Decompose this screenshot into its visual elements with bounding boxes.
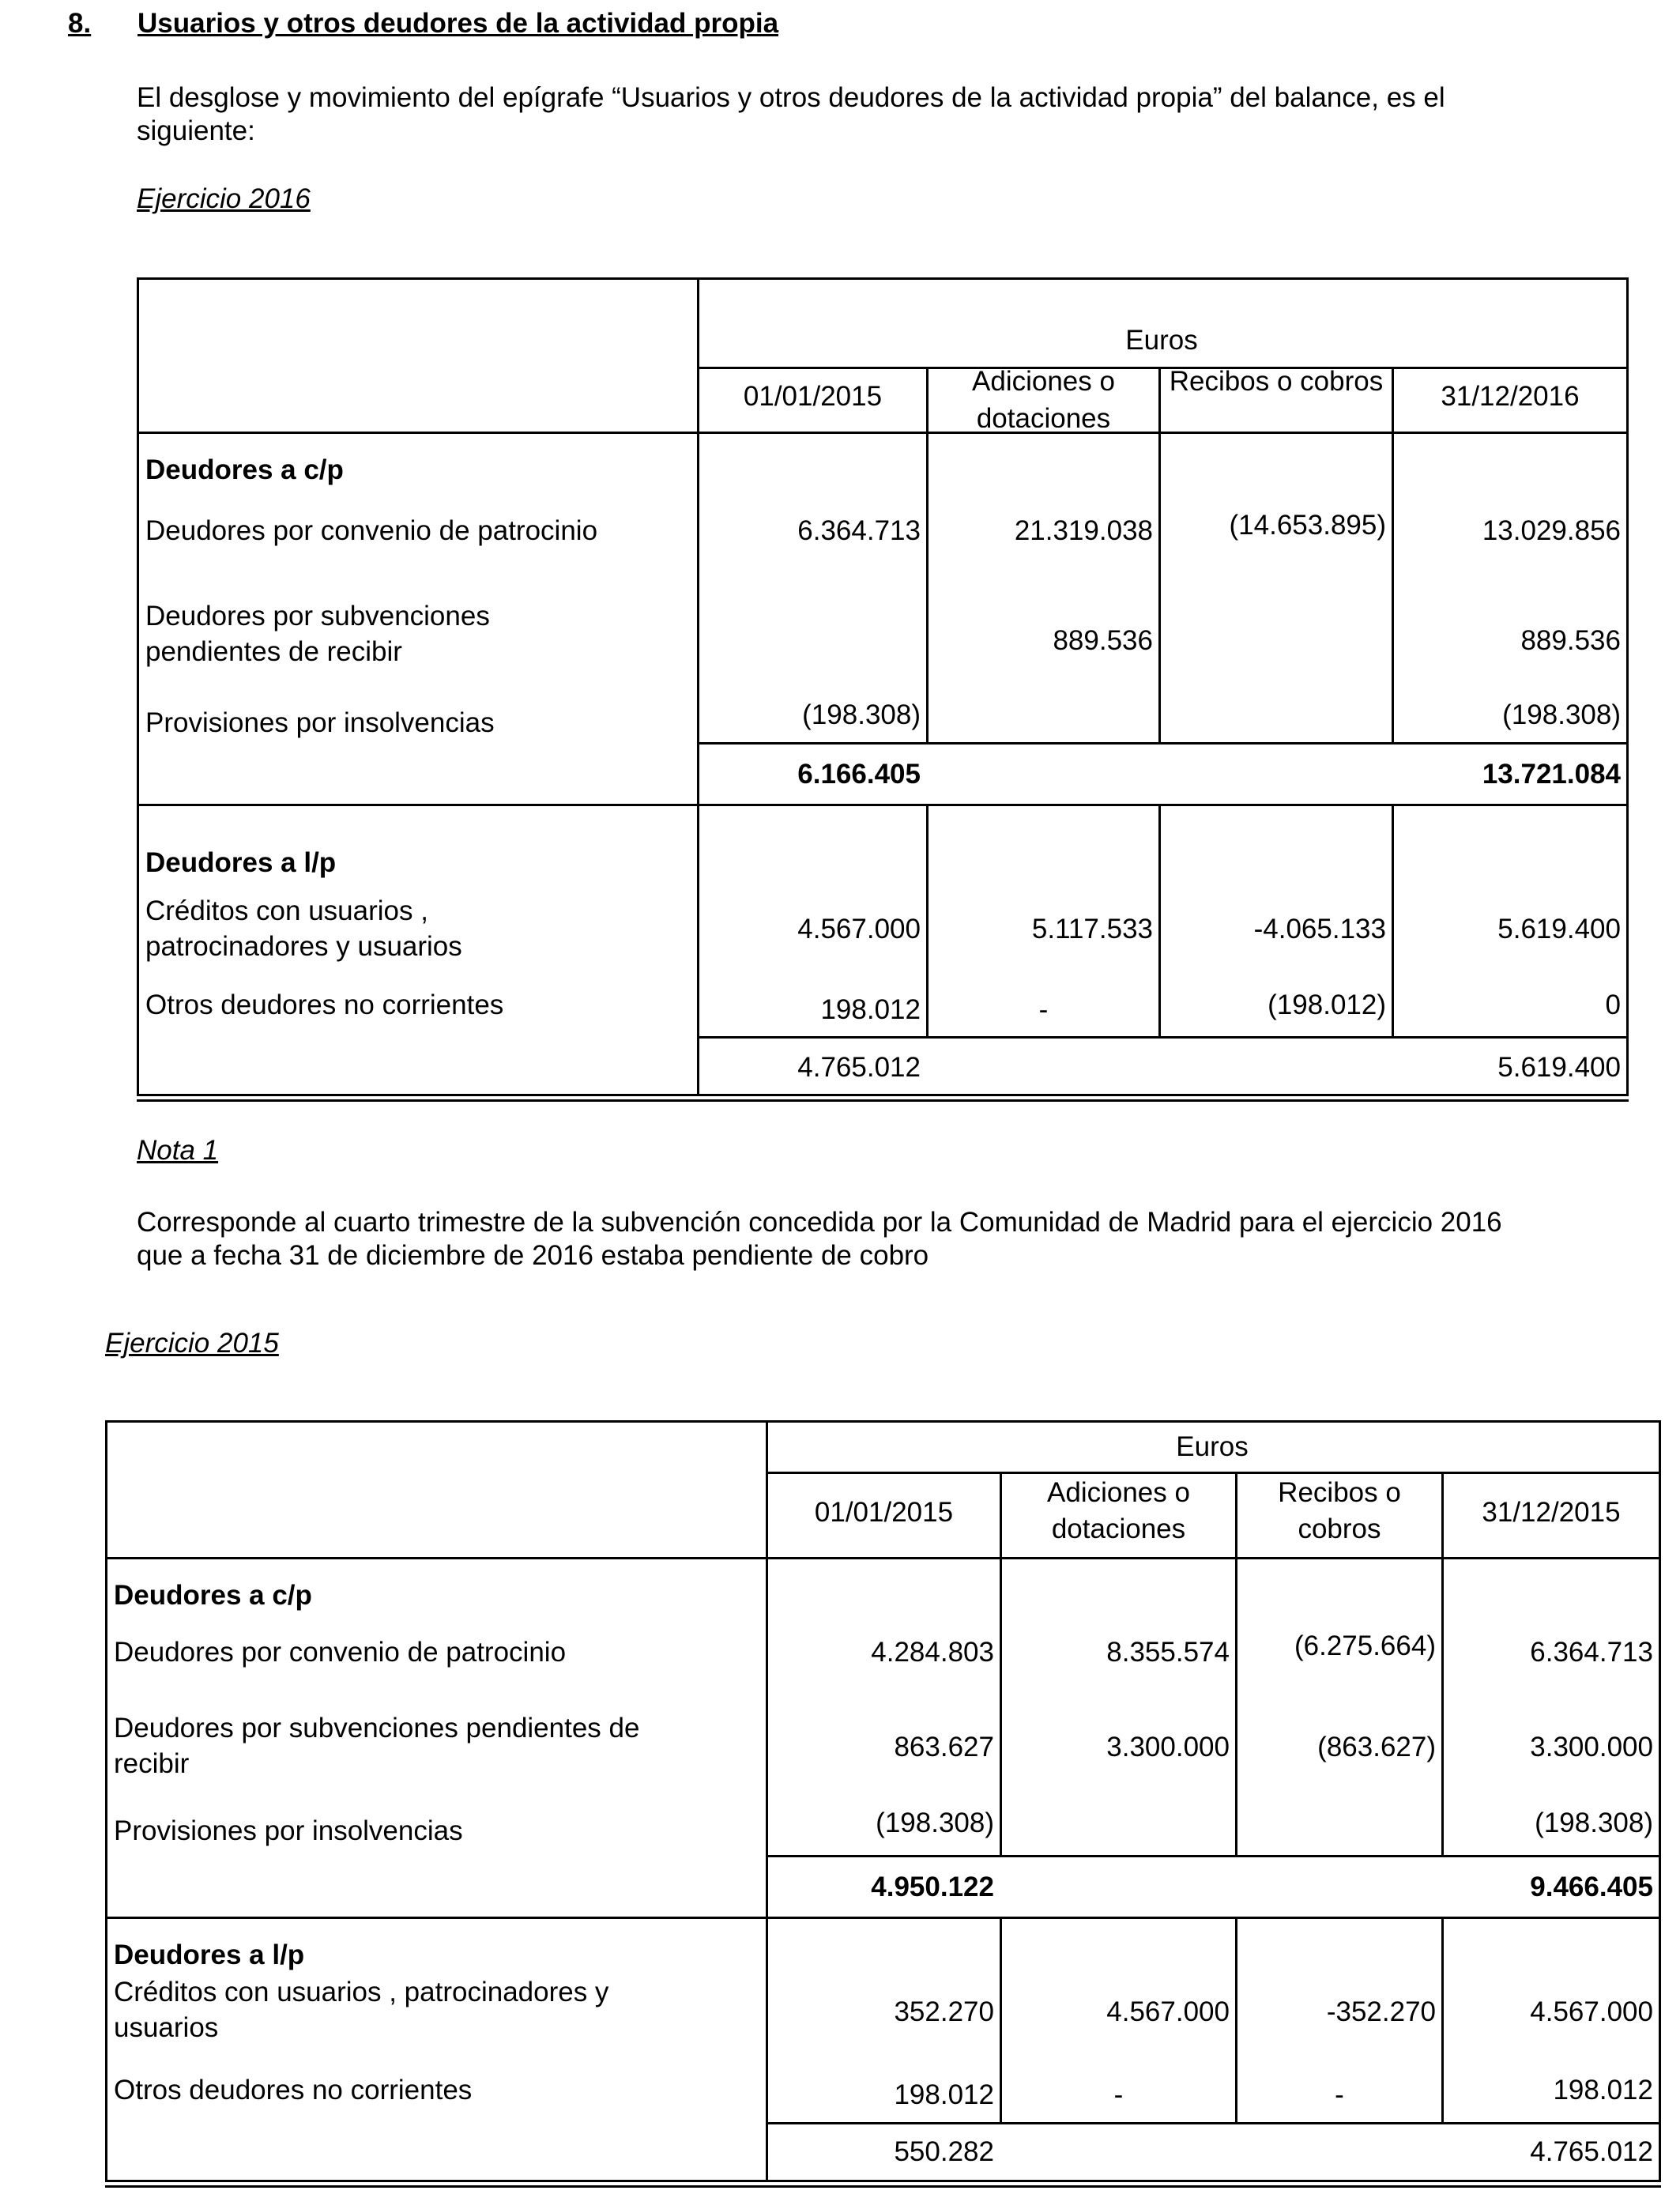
row-label-subvenciones-1: Deudores por subvenciones pendientes de <box>114 1713 640 1744</box>
cell-value: (198.308) <box>802 699 921 730</box>
section-number: 8. <box>68 8 92 39</box>
row-label-creditos-2: usuarios <box>114 2012 219 2043</box>
nota-line-2: que a fecha 31 de diciembre de 2016 estaba pendiente de cobro <box>137 1240 929 1271</box>
cell-value: 6.364.713 <box>1530 1637 1653 1668</box>
cell-value: 4.567.000 <box>1530 1996 1653 2027</box>
row-label-subvenciones-2: recibir <box>114 1748 190 1779</box>
cell-value: 352.270 <box>894 1996 994 2027</box>
cell-value: - <box>1113 2079 1124 2110</box>
intro-line-1: El desglose y movimiento del epígrafe “Usuarios y otros deudores de la actividad propia” del balance, es el <box>137 82 1445 113</box>
cell-value: 198.012 <box>820 994 921 1025</box>
cell-value: 4.284.803 <box>871 1637 994 1668</box>
cell-value: (863.627) <box>1317 1732 1436 1762</box>
lp-total-end: 4.765.012 <box>1530 2136 1653 2167</box>
lp-total-start: 4.765.012 <box>797 1052 921 1083</box>
col-header-adiciones-2: dotaciones <box>1051 1514 1186 1544</box>
row-label-provisiones: Provisiones por insolvencias <box>114 1815 463 1846</box>
col-header-adiciones-1: Adiciones o <box>1047 1477 1190 1508</box>
col-header-start-date: 01/01/2015 <box>743 381 883 412</box>
euros-header: Euros <box>1125 325 1198 356</box>
col-header-adiciones: Adiciones o dotaciones <box>972 366 1115 428</box>
cell-value: 3.300.000 <box>1530 1732 1653 1762</box>
cell-value: 13.029.856 <box>1482 515 1621 546</box>
cell-value: 8.355.574 <box>1106 1637 1230 1668</box>
intro-line-2: siguiente: <box>137 115 255 146</box>
cell-value: (14.653.895) <box>1229 510 1386 541</box>
cell-value: 5.619.400 <box>1497 914 1621 944</box>
cell-value: 889.536 <box>1053 625 1153 656</box>
cell-value: (198.308) <box>1535 1808 1653 1838</box>
col-header-recibos: Recibos o cobros <box>1169 366 1384 397</box>
row-label-creditos-2: patrocinadores y usuarios <box>145 931 462 962</box>
row-label-convenio: Deudores por convenio de patrocinio <box>145 515 598 546</box>
col-header-start-date: 01/01/2015 <box>814 1497 954 1528</box>
cell-value: 4.567.000 <box>1106 1996 1230 2027</box>
cp-total-end: 13.721.084 <box>1482 759 1621 790</box>
row-label-otros: Otros deudores no corrientes <box>145 990 504 1020</box>
row-label-creditos-1: Créditos con usuarios , <box>145 895 428 926</box>
nota-line-1: Corresponde al cuarto trimestre de la subvención concedida por la Comunidad de Madrid para el ejercicio 2016 <box>137 1207 1502 1238</box>
table-2016 <box>137 277 1629 1096</box>
nota-label: Nota 1 <box>137 1135 219 1166</box>
cell-value: (198.308) <box>876 1808 994 1838</box>
ejercicio-2016-label: Ejercicio 2016 <box>137 183 311 214</box>
cp-header: Deudores a c/p <box>145 454 344 485</box>
cell-value: - <box>1038 994 1049 1025</box>
row-label-convenio: Deudores por convenio de patrocinio <box>114 1637 567 1668</box>
lp-header: Deudores a l/p <box>114 1940 305 1970</box>
cell-value: 0 <box>1605 990 1621 1020</box>
cp-total-start: 6.166.405 <box>797 759 921 790</box>
cell-value: 198.012 <box>1553 2075 1653 2105</box>
row-label-subvenciones-1: Deudores por subvenciones <box>145 601 490 631</box>
col-header-recibos-2: cobros <box>1298 1514 1381 1544</box>
cell-value: 198.012 <box>894 2079 994 2110</box>
cell-value: - <box>1335 2079 1344 2110</box>
euros-header: Euros <box>1176 1431 1249 1462</box>
cell-value: 21.319.038 <box>1014 515 1153 546</box>
lp-total-start: 550.282 <box>894 2136 994 2167</box>
col-header-end-date: 31/12/2015 <box>1482 1497 1621 1528</box>
section-heading <box>68 8 778 40</box>
row-label-provisiones: Provisiones por insolvencias <box>145 707 495 738</box>
cell-value: -4.065.133 <box>1253 914 1386 944</box>
cp-total-start: 4.950.122 <box>871 1872 994 1902</box>
cell-value: 6.364.713 <box>797 515 921 546</box>
row-label-subvenciones-2: pendientes de recibir <box>145 636 402 667</box>
row-label-creditos-1: Créditos con usuarios , patrocinadores y <box>114 1977 609 2007</box>
ejercicio-2015-label: Ejercicio 2015 <box>105 1328 279 1359</box>
cell-value: -352.270 <box>1326 1996 1436 2027</box>
col-header-recibos-1: Recibos o <box>1278 1477 1401 1508</box>
cell-value: 4.567.000 <box>797 914 921 944</box>
cell-value: (198.012) <box>1268 990 1386 1020</box>
lp-total-end: 5.619.400 <box>1497 1052 1621 1083</box>
cell-value: (198.308) <box>1502 699 1621 730</box>
cell-value: 863.627 <box>894 1732 994 1762</box>
cell-value: 889.536 <box>1520 625 1621 656</box>
cell-value: 5.117.533 <box>1031 914 1153 944</box>
cell-value: (6.275.664) <box>1294 1630 1436 1661</box>
cp-header: Deudores a c/p <box>114 1580 312 1611</box>
cell-value: 3.300.000 <box>1106 1732 1230 1762</box>
table-2015 <box>105 1420 1661 2182</box>
lp-header: Deudores a l/p <box>145 847 337 878</box>
row-label-otros: Otros deudores no corrientes <box>114 2075 473 2105</box>
cp-total-end: 9.466.405 <box>1530 1872 1653 1902</box>
section-title: Usuarios y otros deudores de la actividad propia <box>137 8 779 39</box>
col-header-end-date: 31/12/2016 <box>1441 381 1580 412</box>
